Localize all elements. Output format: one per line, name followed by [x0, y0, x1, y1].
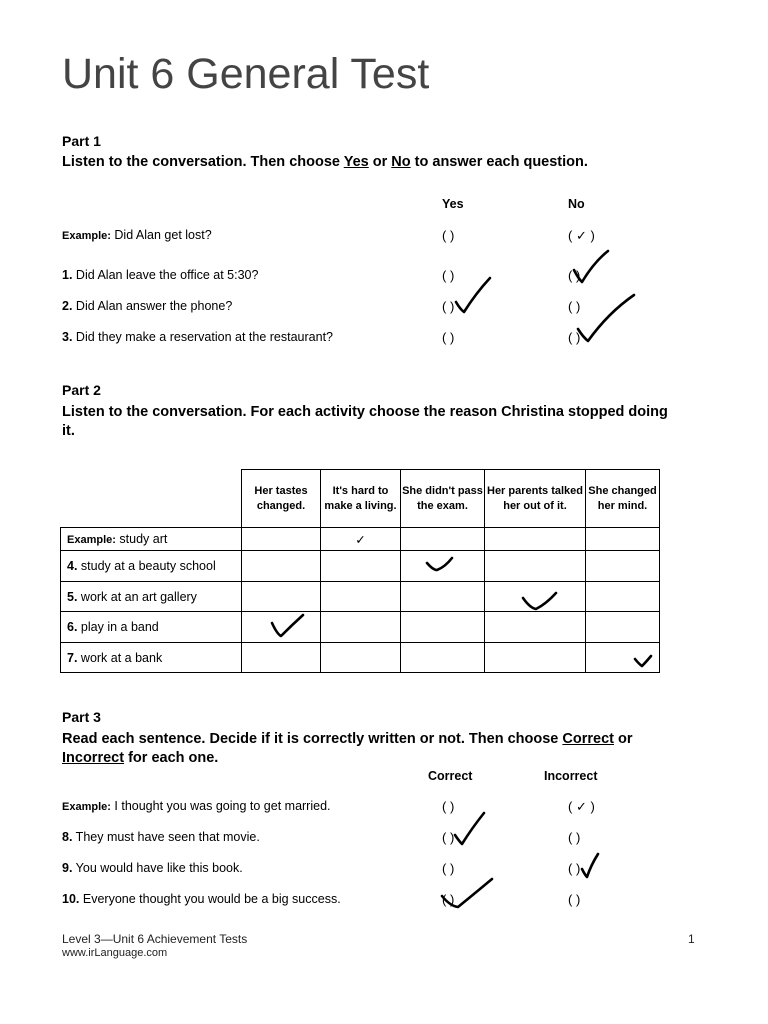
table-cell[interactable] [321, 582, 401, 612]
footer-left: Level 3—Unit 6 Achievement Tests [62, 932, 248, 946]
no-word: No [391, 154, 411, 170]
question-1: 1. Did Alan leave the office at 5:30? [62, 268, 259, 282]
table-cell[interactable] [242, 551, 321, 582]
part3-example: Example: I thought you was going to get married. [62, 799, 331, 813]
part1-example: Example: Did Alan get lost? [62, 228, 212, 242]
q8-correct-box[interactable]: ( ) [442, 830, 455, 845]
col-correct-header: Correct [428, 769, 473, 783]
row7-handwritten-check-icon [632, 654, 654, 670]
col-header: She changed her mind. [586, 470, 660, 528]
row5-handwritten-check-icon [520, 590, 560, 614]
table-row [61, 551, 660, 582]
row-label: 7. work at a bank [61, 643, 242, 673]
page-number: 1 [688, 932, 695, 946]
table-cell[interactable] [321, 551, 401, 582]
question-8: 8. They must have seen that movie. [62, 830, 260, 844]
col-no-header: No [568, 197, 585, 211]
q8-handwritten-check-icon [450, 810, 488, 848]
table-cell[interactable] [242, 582, 321, 612]
table-cell[interactable] [401, 582, 485, 612]
table-cell[interactable] [586, 551, 660, 582]
col-header: She didn't pass the exam. [401, 470, 485, 528]
col-header: Her parents talked her out of it. [485, 470, 586, 528]
table-row [61, 612, 660, 643]
table-row [61, 643, 660, 673]
row-label: 4. study at a beauty school [61, 551, 242, 582]
table-cell[interactable] [401, 612, 485, 643]
q10-correct-box[interactable]: ( ) [442, 892, 455, 907]
question-9: 9. You would have like this book. [62, 861, 243, 875]
table-cell[interactable] [485, 643, 586, 673]
row-label: Example: study art [61, 528, 242, 551]
q2-handwritten-check-icon [448, 275, 496, 317]
part1-instruction: Listen to the conversation. Then choose Yes or No to answer each question. [62, 154, 588, 170]
part2-heading: Part 2 [62, 382, 101, 398]
example-no-box: ( ✓ ) [568, 228, 595, 243]
reasons-header-row [61, 470, 660, 528]
table-cell[interactable] [586, 612, 660, 643]
yes-word: Yes [343, 154, 369, 170]
part3-instruction-line2: Incorrect for each one. [62, 750, 219, 766]
part2-instruction-line2: it. [62, 423, 75, 439]
q2-no-box[interactable]: ( ) [568, 299, 581, 314]
q10-handwritten-check-icon [438, 876, 496, 912]
q9-correct-box[interactable]: ( ) [442, 861, 455, 876]
row6-handwritten-check-icon [268, 612, 308, 642]
table-cell[interactable] [401, 643, 485, 673]
example-yes-box: ( ) [442, 228, 455, 243]
table-row-example [61, 528, 660, 551]
q3-handwritten-check-icon [572, 291, 640, 345]
table-cell[interactable] [485, 612, 586, 643]
row-label: 5. work at an art gallery [61, 582, 242, 612]
part3-instruction-line1: Read each sentence. Decide if it is correctly written or not. Then choose Correct or [62, 731, 633, 747]
q9-handwritten-check-icon [577, 851, 603, 881]
col-header: It's hard to make a living. [321, 470, 401, 528]
table-row [61, 582, 660, 612]
part2-instruction-line1: Listen to the conversation. For each activity choose the reason Christina stopped doing [62, 404, 668, 420]
q1-yes-box[interactable]: ( ) [442, 268, 455, 283]
q9-incorrect-box[interactable]: ( ) [568, 861, 581, 876]
col-incorrect-header: Incorrect [544, 769, 598, 783]
col-yes-header: Yes [442, 197, 464, 211]
question-2: 2. Did Alan answer the phone? [62, 299, 233, 313]
table-cell[interactable] [321, 643, 401, 673]
example-correct-box: ( ) [442, 799, 455, 814]
q1-no-box[interactable]: ( ) [568, 268, 581, 283]
row4-handwritten-check-icon [424, 555, 456, 575]
table-cell[interactable] [401, 528, 485, 551]
table-cell[interactable] [586, 528, 660, 551]
part1-heading: Part 1 [62, 133, 101, 149]
question-3: 3. Did they make a reservation at the restaurant? [62, 330, 333, 344]
incorrect-word: Incorrect [62, 750, 125, 766]
q3-yes-box[interactable]: ( ) [442, 330, 455, 345]
page-title: Unit 6 General Test [62, 50, 430, 98]
q8-incorrect-box[interactable]: ( ) [568, 830, 581, 845]
col-header: Her tastes changed. [242, 470, 321, 528]
q2-yes-box[interactable]: ( ) [442, 299, 455, 314]
table-corner [61, 470, 242, 528]
table-cell[interactable] [242, 643, 321, 673]
correct-word: Correct [562, 731, 614, 747]
table-cell[interactable] [586, 582, 660, 612]
table-cell[interactable] [321, 612, 401, 643]
q1-handwritten-check-icon [562, 248, 612, 288]
question-10: 10. Everyone thought you would be a big success. [62, 892, 341, 906]
table-cell[interactable] [485, 551, 586, 582]
footer-site-link[interactable]: www.irLanguage.com [62, 947, 168, 959]
q3-no-box[interactable]: ( ) [568, 330, 581, 345]
part3-heading: Part 3 [62, 709, 101, 725]
q10-incorrect-box[interactable]: ( ) [568, 892, 581, 907]
example-incorrect-box: ( ✓ ) [568, 799, 595, 814]
table-cell[interactable] [242, 528, 321, 551]
example-check-cell[interactable]: ✓ [321, 528, 401, 551]
row-label: 6. play in a band [61, 612, 242, 643]
reasons-table [60, 469, 660, 673]
table-cell[interactable] [485, 528, 586, 551]
